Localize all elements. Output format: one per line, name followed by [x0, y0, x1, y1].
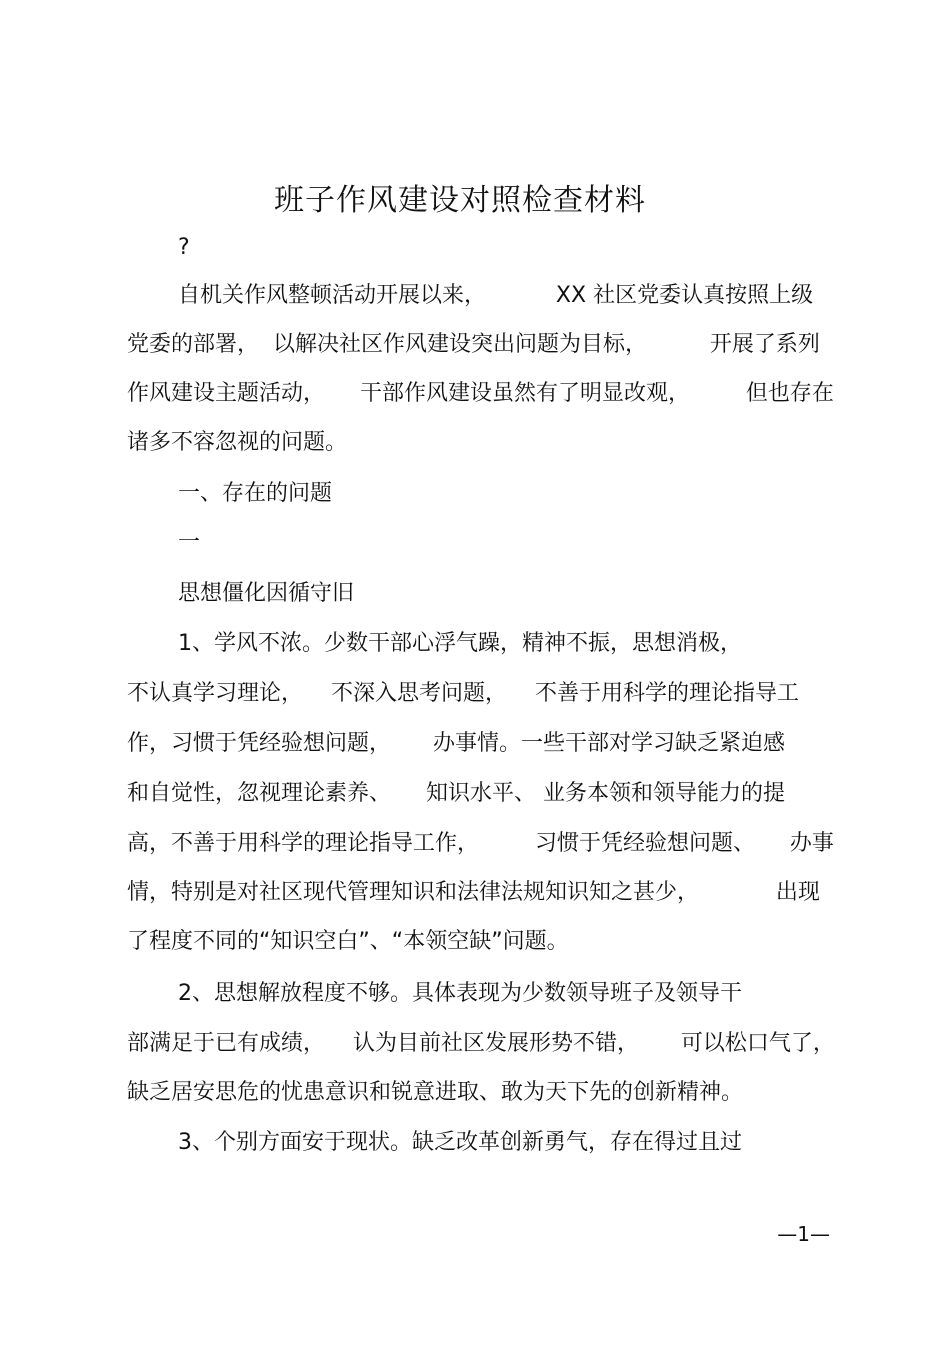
- item2-line2: 部满足于已有成绩， 认为目前社区发展形势不错， 可以松口气了，: [127, 1031, 835, 1056]
- item1-line2: 不认真学习理论， 不深入思考问题， 不善于用科学的理论指导工: [127, 681, 799, 706]
- section1-marker: 一: [178, 530, 201, 555]
- paragraph1-line3: 作风建设主题活动， 干部作风建设虽然有了明显改观， 但也存在: [127, 381, 834, 406]
- item1-line6: 情，特别是对社区现代管理知识和法律法规知识知之甚少， 出现: [127, 880, 820, 905]
- item2-line3: 缺乏居安思危的忧患意识和锐意进取、敢为天下先的创新精神。: [127, 1080, 744, 1105]
- item1-line4: 和自觉性，忽视理论素养、 知识水平、 业务本领和领导能力的提: [127, 781, 785, 806]
- item3-line1: 3、个别方面安于现状。缺乏改革创新勇气，存在得过且过: [178, 1130, 742, 1155]
- section1-heading: 一、存在的问题: [178, 481, 333, 506]
- item1-line3: 作，习惯于凭经验想问题， 办事情。一些干部对学习缺乏紧迫感: [127, 731, 785, 756]
- page-number: —1—: [777, 1222, 830, 1246]
- item1-line7: 了程度不同的“知识空白”、“本领空缺”问题。: [127, 929, 569, 954]
- paragraph1-line4: 诸多不容忽视的问题。: [127, 430, 348, 455]
- paragraph1-line2: 党委的部署， 以解决社区作风建设突出问题为目标， 开展了系列: [127, 332, 820, 357]
- question-mark: ?: [178, 235, 190, 260]
- item2-line1: 2、思想解放程度不够。具体表现为少数领导班子及领导干: [178, 981, 742, 1006]
- document-title: 班子作风建设对照检查材料: [274, 183, 646, 218]
- section1-subheading: 思想僵化因循守旧: [178, 581, 355, 606]
- paragraph1-line1: 自机关作风整顿活动开展以来， XX 社区党委认真按照上级: [178, 283, 814, 308]
- item1-line5: 高，不善于用科学的理论指导工作， 习惯于凭经验想问题、 办事: [127, 831, 834, 856]
- item1-line1: 1、学风不浓。少数干部心浮气躁，精神不振，思想消极，: [178, 631, 742, 656]
